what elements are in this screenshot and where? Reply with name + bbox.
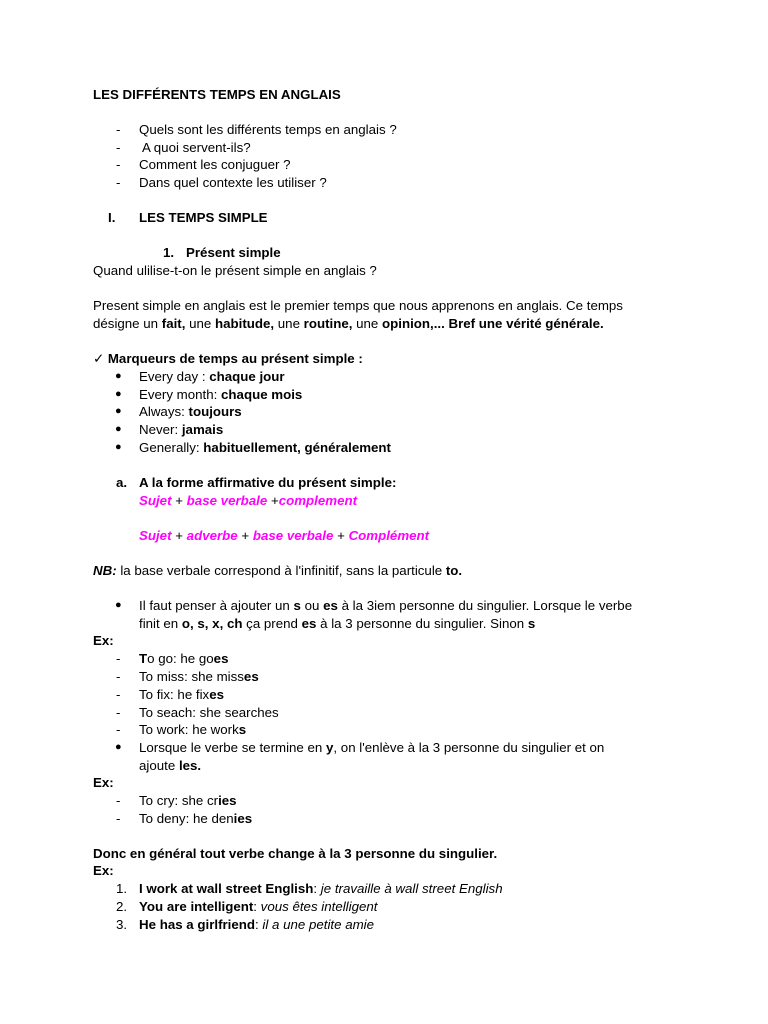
text-run: opinion,... Bref une vérité générale. [382, 316, 604, 331]
number-marker: 2. [116, 899, 128, 914]
text-run: il a une petite amie [262, 917, 375, 932]
text-run: Lorsque le verbe se termine en [139, 740, 327, 755]
text-run: To cry: she cr [139, 793, 219, 808]
paragraph-line [93, 315, 604, 333]
text-run: Never: [139, 422, 182, 437]
text-run: toujours [188, 404, 242, 419]
text-run: es [209, 687, 225, 702]
text-run: je travaille à wall street English [320, 881, 503, 896]
text-run: + [171, 493, 187, 508]
text-run: He has a girlfriend [139, 917, 256, 932]
list-item [139, 650, 228, 668]
dash-marker: - [116, 669, 121, 684]
bullet-marker: ● [115, 405, 122, 417]
text-run: To miss: she miss [139, 669, 244, 684]
section-heading: LES TEMPS SIMPLE [139, 210, 268, 225]
text-run: finit en [139, 616, 182, 631]
text-run: vous êtes intelligent [260, 899, 378, 914]
text-run: habituellement, généralement [203, 440, 391, 455]
conclusion-text: Donc en général tout verbe change à la 3 personne du singulier. [93, 846, 498, 861]
text-run: To work: he work [139, 722, 239, 737]
text-run: es [213, 651, 229, 666]
text-run: NB: [93, 563, 117, 578]
text-run: Marqueurs de temps au présent simple : [107, 351, 363, 366]
example-label: Ex: [93, 633, 114, 648]
dash-marker: - [116, 811, 121, 826]
text-run: Sujet [139, 493, 172, 508]
list-item [139, 368, 285, 386]
subsection-marker: 1. [163, 245, 175, 260]
text-run: base verbale [186, 493, 268, 508]
dash-marker: - [116, 722, 121, 737]
text-run: : [313, 881, 321, 896]
list-item [139, 421, 223, 439]
text-run: To deny: he den [139, 811, 234, 826]
text-run: routine, [303, 316, 353, 331]
text-run: la base verbale correspond à l'infinitif, sans la particule [116, 563, 446, 578]
bullet-marker: ● [115, 423, 122, 435]
text-run: + [267, 493, 279, 508]
number-marker: 1. [116, 881, 128, 896]
list-item [139, 704, 279, 722]
text-run: complement [278, 493, 358, 508]
list-item [139, 686, 224, 704]
text-run: Every month: [139, 387, 222, 402]
text-run: ou [300, 598, 324, 613]
rule-line [139, 739, 604, 757]
text-run: ça prend [242, 616, 302, 631]
text-run: une [185, 316, 215, 331]
text-run: s [293, 598, 301, 613]
text-run: You are intelligent [139, 899, 254, 914]
list-item [139, 792, 237, 810]
text-run: à la 3 personne du singulier. Sinon [316, 616, 528, 631]
text-run: es [243, 669, 259, 684]
list-item: A quoi servent-ils? [139, 140, 251, 155]
rule-line [139, 615, 535, 633]
text-run: jamais [181, 422, 224, 437]
dash-marker: - [116, 140, 121, 155]
paragraph-line: Present simple en anglais est le premier temps que nous apprenons en anglais. Ce temps [93, 298, 623, 313]
number-marker: 3. [116, 917, 128, 932]
list-item [139, 810, 252, 828]
text-run: chaque jour [209, 369, 285, 384]
form-marker: a. [116, 475, 128, 490]
text-run: to. [445, 563, 463, 578]
text-run: y [326, 740, 334, 755]
text-run: à la 3iem personne du singulier. Lorsque le verbe [337, 598, 633, 613]
example-label: Ex: [93, 775, 114, 790]
bullet-marker: ● [115, 370, 122, 382]
text-run: Every day : [139, 369, 210, 384]
list-item: Quels sont les différents temps en anglais ? [139, 122, 397, 137]
bullet-marker: ● [115, 441, 122, 453]
text-run: + [171, 528, 187, 543]
question-text: Quand ulilise-t-on le présent simple en anglais ? [93, 263, 377, 278]
text-run: Complément [348, 528, 430, 543]
list-item [139, 721, 246, 739]
bullet-marker: ● [115, 388, 122, 400]
subsection-heading: Présent simple [186, 245, 281, 260]
text-run: To seach: she searches [139, 705, 279, 720]
text-run: Il faut penser à ajouter un [139, 598, 294, 613]
text-run: To fix: he fix [139, 687, 210, 702]
text-run: fait, [161, 316, 186, 331]
list-item [139, 403, 242, 421]
text-run: adverbe [186, 528, 238, 543]
example-label: Ex: [93, 863, 114, 878]
formula-line [139, 527, 429, 545]
list-item [139, 439, 391, 457]
bullet-marker: ● [115, 599, 122, 611]
text-run: o, s, x, ch [181, 616, 243, 631]
text-run: ajoute [139, 758, 179, 773]
text-run: une [352, 316, 383, 331]
text-run: s [238, 722, 247, 737]
text-run: s [527, 616, 536, 631]
text-run: les. [178, 758, 202, 773]
text-run: o go: he go [147, 651, 214, 666]
text-run: base verbale [252, 528, 334, 543]
list-item [139, 916, 374, 934]
text-run: une [274, 316, 304, 331]
rule-line [139, 597, 632, 615]
dash-marker: - [116, 175, 121, 190]
text-run: chaque mois [221, 387, 303, 402]
bullet-marker: ● [115, 741, 122, 753]
text-run: , on l'enlève à la 3 personne du singulier et on [333, 740, 605, 755]
list-item: Comment les conjuguer ? [139, 157, 291, 172]
markers-heading [93, 350, 363, 368]
text-run: Sujet [139, 528, 172, 543]
dash-marker: - [116, 705, 121, 720]
text-run: ies [233, 811, 253, 826]
list-item [139, 386, 302, 404]
dash-marker: - [116, 122, 121, 137]
dash-marker: - [116, 651, 121, 666]
text-run: désigne un [93, 316, 162, 331]
check-icon: ✓ [93, 351, 105, 366]
text-run: es [323, 598, 338, 613]
text-run: Generally: [139, 440, 204, 455]
list-item [139, 880, 503, 898]
section-marker: I. [108, 210, 116, 225]
nb-note [93, 562, 462, 580]
text-run: Always: [139, 404, 189, 419]
text-run: + [237, 528, 253, 543]
text-run: : [255, 917, 263, 932]
text-run: T [139, 651, 148, 666]
list-item: Dans quel contexte les utiliser ? [139, 175, 327, 190]
list-item [139, 668, 259, 686]
text-run: habitude, [214, 316, 275, 331]
dash-marker: - [116, 793, 121, 808]
list-item [139, 898, 377, 916]
document-title: LES DIFFÉRENTS TEMPS EN ANGLAIS [93, 87, 341, 102]
text-run: es [301, 616, 317, 631]
dash-marker: - [116, 157, 121, 172]
text-run: : [253, 899, 261, 914]
text-run: ies [218, 793, 237, 808]
rule-line [139, 757, 201, 775]
formula-line [139, 492, 357, 510]
dash-marker: - [116, 687, 121, 702]
text-run: I work at wall street English [139, 881, 314, 896]
form-heading: A la forme affirmative du présent simple: [139, 475, 397, 490]
text-run: + [333, 528, 349, 543]
